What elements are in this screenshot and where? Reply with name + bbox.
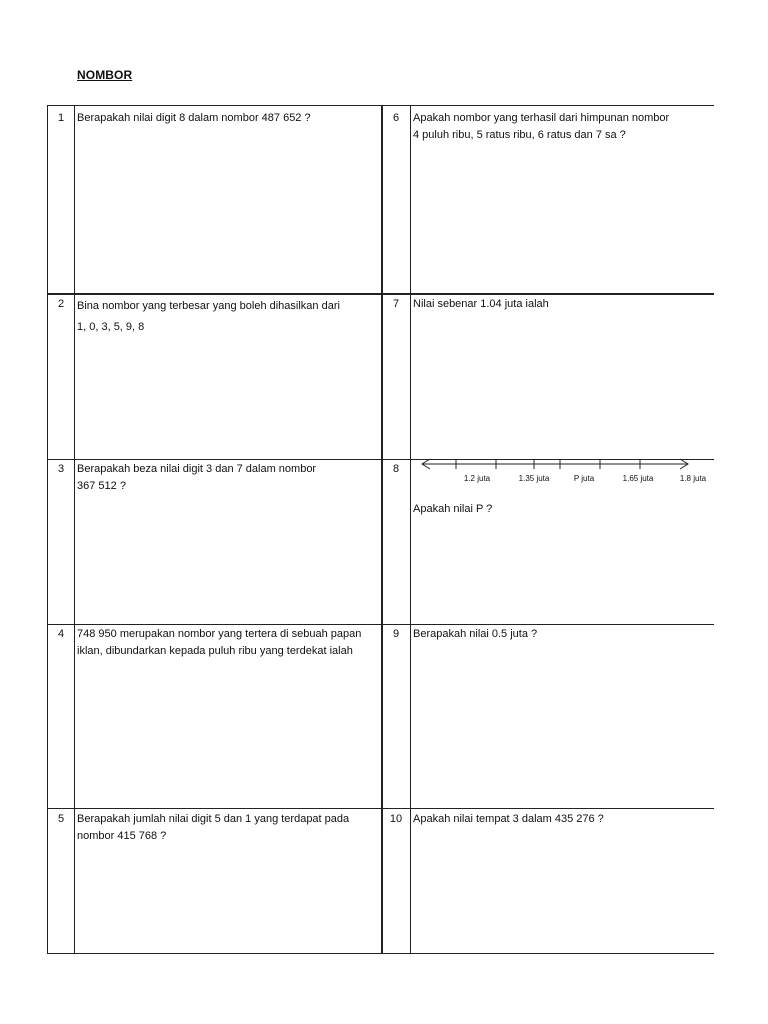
number-line-label-5: 1.8 juta xyxy=(679,474,707,483)
center-divider xyxy=(381,105,383,954)
question-text-8: Apakah nilai P ? xyxy=(413,503,493,515)
question-number-4: 4 xyxy=(57,628,65,640)
number-line-label-4: 1.65 juta xyxy=(622,474,654,483)
question-number-2: 2 xyxy=(57,298,65,310)
number-line-label-3: P juta xyxy=(573,474,595,483)
question-number-9: 9 xyxy=(392,628,400,640)
question-text-5: Berapakah jumlah nilai digit 5 dan 1 yang terdapat pada nombor 415 768 ? xyxy=(77,813,350,842)
left-border xyxy=(47,105,48,954)
question-number-3: 3 xyxy=(57,463,65,475)
number-line xyxy=(418,456,694,476)
question-text-9: Berapakah nilai 0.5 juta ? xyxy=(413,628,538,640)
question-text-7: Nilai sebenar 1.04 juta ialah xyxy=(413,298,549,310)
question-number-10: 10 xyxy=(389,813,403,825)
num-col-divider-right xyxy=(410,105,411,954)
question-number-8: 8 xyxy=(392,463,400,475)
question-text-3: Berapakah beza nilai digit 3 dan 7 dalam nombor 367 512 ? xyxy=(77,463,317,492)
num-col-divider-left xyxy=(74,105,75,954)
page-title: NOMBOR xyxy=(77,68,133,82)
question-text-6: Apakah nombor yang terhasil dari himpunan nombor 4 puluh ribu, 5 ratus ribu, 6 ratus dan 7 sa ? xyxy=(413,112,670,141)
question-text-2: Bina nombor yang terbesar yang boleh dihasilkan dari 1, 0, 3, 5, 9, 8 xyxy=(77,300,340,333)
question-number-6: 6 xyxy=(392,112,400,124)
question-text-10: Apakah nilai tempat 3 dalam 435 276 ? xyxy=(413,813,604,825)
question-number-7: 7 xyxy=(392,298,400,310)
question-number-1: 1 xyxy=(57,112,65,124)
question-text-4: 748 950 merupakan nombor yang tertera di sebuah papan iklan, dibundarkan kepada puluh ribu yang terdekat ialah xyxy=(77,628,362,657)
question-text-1: Berapakah nilai digit 8 dalam nombor 487 652 ? xyxy=(77,112,311,124)
number-line-label-2: 1.35 juta xyxy=(518,474,550,483)
question-number-5: 5 xyxy=(57,813,65,825)
number-line-label-1: 1.2 juta xyxy=(463,474,491,483)
